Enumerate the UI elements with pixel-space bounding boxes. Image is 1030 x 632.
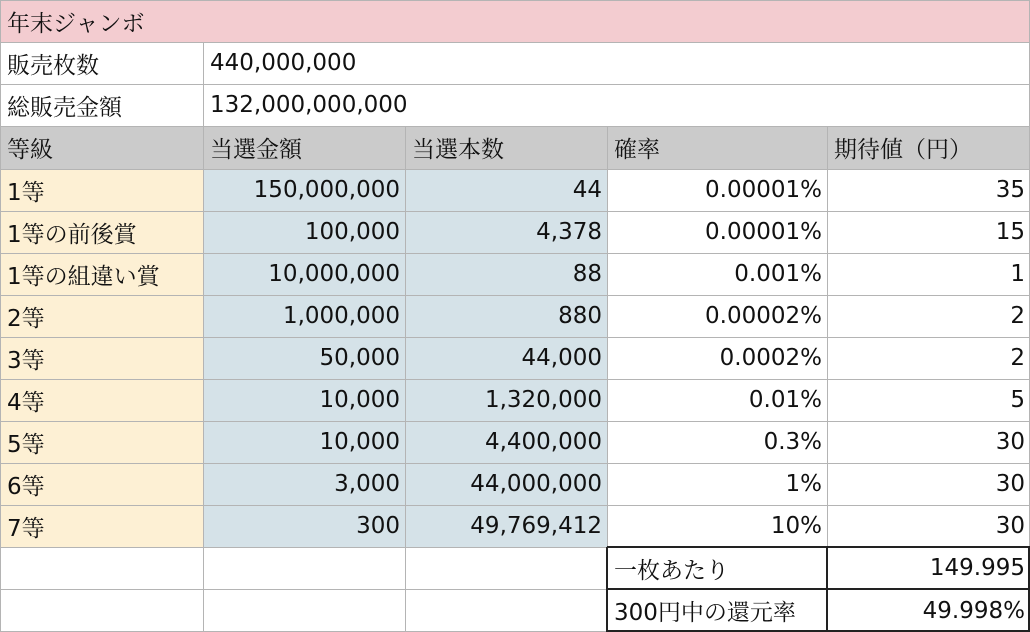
winner-count-cell[interactable]: 880 xyxy=(405,295,607,337)
header-count[interactable]: 当選本数 xyxy=(405,126,607,169)
grid-line-horizontal xyxy=(0,253,1030,254)
grid-line-horizontal xyxy=(0,505,1030,506)
winner-count-cell[interactable]: 88 xyxy=(405,253,607,295)
grade-cell[interactable]: 6等 xyxy=(0,463,203,505)
empty-cell[interactable] xyxy=(0,589,203,632)
probability-cell[interactable]: 10% xyxy=(770,513,822,539)
expected-value-cell[interactable]: 30 xyxy=(995,513,1025,539)
empty-cell[interactable] xyxy=(203,589,405,632)
grade-cell[interactable]: 1等の組違い賞 xyxy=(0,253,203,295)
expected-value-cell[interactable]: 2 xyxy=(1010,345,1025,371)
grid-line-horizontal xyxy=(0,126,1030,127)
winner-count-cell[interactable]: 1,320,000 xyxy=(405,379,607,421)
summary-border xyxy=(607,546,1030,548)
winner-count-cell[interactable]: 44,000,000 xyxy=(405,463,607,505)
grid-line-horizontal xyxy=(0,0,1030,1)
winner-count-cell[interactable]: 4,378 xyxy=(405,211,607,253)
prize-amount-cell[interactable]: 3,000 xyxy=(203,463,405,505)
winner-count-cell[interactable]: 4,400,000 xyxy=(405,421,607,463)
grid-line-horizontal xyxy=(0,211,1030,212)
grid-line-horizontal xyxy=(0,463,1030,464)
prize-amount-cell[interactable]: 50,000 xyxy=(203,337,405,379)
winner-count-cell[interactable]: 44 xyxy=(405,169,607,211)
sheet-title[interactable]: 年末ジャンボ xyxy=(0,0,1030,42)
grid-line-horizontal xyxy=(0,169,1030,170)
total-sales-label[interactable]: 総販売金額 xyxy=(7,94,122,121)
header-grade[interactable]: 等級 xyxy=(0,126,203,169)
grade-cell[interactable]: 5等 xyxy=(0,421,203,463)
sales-count-value[interactable]: 440,000,000 xyxy=(210,50,357,76)
sales-count-label[interactable]: 販売枚数 xyxy=(7,52,99,79)
grid-line-horizontal xyxy=(0,379,1030,380)
grade-cell[interactable]: 4等 xyxy=(0,379,203,421)
grade-cell[interactable]: 1等の前後賞 xyxy=(0,211,203,253)
header-amount[interactable]: 当選金額 xyxy=(203,126,405,169)
summary-label[interactable]: 一枚あたり xyxy=(614,557,729,584)
total-sales-value[interactable]: 132,000,000,000 xyxy=(210,92,408,118)
grid-line-horizontal xyxy=(0,42,1030,43)
empty-cell[interactable] xyxy=(405,547,607,589)
summary-value[interactable]: 49.998% xyxy=(922,597,1025,624)
winner-count-cell[interactable]: 44,000 xyxy=(405,337,607,379)
grid-line-horizontal xyxy=(0,337,1030,338)
grid-line-vertical xyxy=(0,0,1,632)
probability-cell[interactable]: 0.00002% xyxy=(705,303,822,329)
prize-amount-cell[interactable]: 10,000,000 xyxy=(203,253,405,295)
prize-amount-cell[interactable]: 300 xyxy=(203,505,405,547)
empty-cell[interactable] xyxy=(0,547,203,589)
empty-cell[interactable] xyxy=(203,547,405,589)
header-expected[interactable]: 期待値（円） xyxy=(827,126,1030,169)
grade-cell[interactable]: 3等 xyxy=(0,337,203,379)
prize-amount-cell[interactable]: 10,000 xyxy=(203,421,405,463)
summary-border xyxy=(607,588,1030,590)
expected-value-cell[interactable]: 30 xyxy=(995,429,1025,455)
prize-amount-cell[interactable]: 100,000 xyxy=(203,211,405,253)
probability-cell[interactable]: 1% xyxy=(785,471,822,497)
probability-cell[interactable]: 0.01% xyxy=(748,387,822,413)
prize-amount-cell[interactable]: 150,000,000 xyxy=(203,169,405,211)
probability-cell[interactable]: 0.0002% xyxy=(719,345,822,371)
expected-value-cell[interactable]: 1 xyxy=(1010,261,1025,287)
grid-line-horizontal xyxy=(0,421,1030,422)
expected-value-cell[interactable]: 2 xyxy=(1010,303,1025,329)
probability-cell[interactable]: 0.3% xyxy=(763,429,822,455)
header-probability[interactable]: 確率 xyxy=(607,126,827,169)
expected-value-cell[interactable]: 35 xyxy=(995,177,1025,203)
empty-cell[interactable] xyxy=(405,589,607,632)
grid-line-horizontal xyxy=(0,295,1030,296)
expected-value-cell[interactable]: 15 xyxy=(995,219,1025,245)
prize-amount-cell[interactable]: 10,000 xyxy=(203,379,405,421)
summary-label[interactable]: 300円中の還元率 xyxy=(614,600,796,626)
probability-cell[interactable]: 0.00001% xyxy=(705,219,822,245)
grade-cell[interactable]: 2等 xyxy=(0,295,203,337)
grade-cell[interactable]: 7等 xyxy=(0,505,203,547)
expected-value-cell[interactable]: 5 xyxy=(1010,387,1025,413)
probability-cell[interactable]: 0.00001% xyxy=(705,177,822,203)
prize-amount-cell[interactable]: 1,000,000 xyxy=(203,295,405,337)
probability-cell[interactable]: 0.001% xyxy=(734,261,822,287)
winner-count-cell[interactable]: 49,769,412 xyxy=(405,505,607,547)
grid-line-horizontal xyxy=(0,84,1030,85)
grade-cell[interactable]: 1等 xyxy=(0,169,203,211)
summary-value[interactable]: 149.995 xyxy=(929,555,1025,581)
expected-value-cell[interactable]: 30 xyxy=(995,471,1025,497)
